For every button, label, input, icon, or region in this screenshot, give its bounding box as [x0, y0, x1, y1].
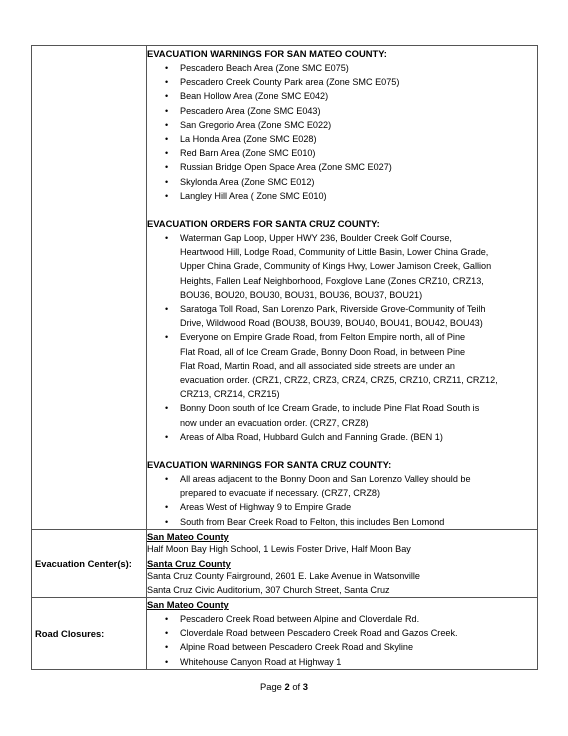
bullet-icon: •	[165, 502, 169, 513]
scc-order-item-line: BOU36, BOU20, BOU30, BOU31, BOU36, BOU37, BOU21)	[180, 289, 423, 300]
smc-warning-item	[147, 118, 537, 132]
bullet-icon: •	[165, 642, 169, 653]
evacuation-label-cell	[32, 46, 147, 530]
scc-order-item-line: CRZ13, CRZ14, CRZ15)	[180, 389, 280, 400]
scc-warnings-list	[147, 472, 537, 529]
smc-warning-item	[147, 189, 537, 203]
smc-warnings-list	[147, 61, 537, 203]
page-word: Page	[260, 681, 282, 692]
scc-order-item-line: Saratoga Toll Road, San Lorenzo Park, Riverside Grove-Community of Teilh	[180, 304, 486, 315]
scc-center-line-2: Santa Cruz Civic Auditorium, 307 Church Street, Santa Cruz	[147, 584, 390, 595]
smc-warning-item-text: Skylonda Area (Zone SMC E012)	[180, 176, 315, 187]
bullet-icon: •	[165, 77, 169, 88]
smc-warning-item	[147, 175, 537, 189]
scc-warning-item	[147, 515, 537, 529]
evacuation-row	[32, 46, 538, 530]
smc-warning-item-text: Langley Hill Area ( Zone SMC E010)	[180, 190, 327, 201]
evacuation-centers-label-cell	[32, 529, 147, 598]
road-closure-item	[147, 626, 537, 640]
smc-warning-item-text: Red Barn Area (Zone SMC E010)	[180, 148, 316, 159]
smc-warning-item-text: Pescadero Area (Zone SMC E043)	[180, 105, 321, 116]
scc-warning-item-line: Areas West of Highway 9 to Empire Grade	[180, 502, 352, 513]
bullet-icon: •	[165, 304, 169, 315]
road-closure-item	[147, 640, 537, 654]
smc-warning-item	[147, 160, 537, 174]
bullet-icon: •	[165, 403, 169, 414]
current-page-number: 2	[284, 681, 290, 692]
scc-orders-heading: EVACUATION ORDERS FOR SANTA CRUZ COUNTY:	[147, 218, 380, 230]
scc-orders-list	[147, 231, 537, 444]
road-closures-row	[32, 598, 538, 669]
smc-warning-item	[147, 132, 537, 146]
bullet-icon: •	[165, 91, 169, 102]
smc-warning-item	[147, 104, 537, 118]
smc-warning-item	[147, 89, 537, 103]
scc-order-item-line: Waterman Gap Loop, Upper HWY 236, Boulder Creek Golf Course,	[180, 233, 452, 244]
evacuation-centers-content-cell	[147, 529, 538, 598]
bullet-icon: •	[165, 628, 169, 639]
scc-order-item-line: Areas of Alba Road, Hubbard Gulch and Fanning Grade. (BEN 1)	[180, 431, 443, 442]
bullet-icon: •	[165, 119, 169, 130]
scc-order-item	[147, 330, 537, 401]
road-closure-item	[147, 655, 537, 669]
bullet-icon: •	[165, 431, 169, 442]
scc-centers-heading: Santa Cruz County	[147, 557, 231, 569]
bullet-icon: •	[165, 613, 169, 624]
bullet-icon: •	[165, 474, 169, 485]
road-closures-label-cell	[32, 598, 147, 669]
smc-warning-item-text: Pescadero Creek County Park area (Zone SMC E075)	[180, 77, 400, 88]
smc-warning-item	[147, 75, 537, 89]
scc-order-item	[147, 430, 537, 444]
scc-order-item-line: Flat Road, Martin Road, and all associated side streets are under an	[180, 360, 455, 371]
smc-warning-item-text: Bean Hollow Area (Zone SMC E042)	[180, 91, 329, 102]
smc-warning-item-text: San Gregorio Area (Zone SMC E022)	[180, 119, 332, 130]
road-closure-item-text: Whitehouse Canyon Road at Highway 1	[180, 656, 342, 667]
smc-center-line: Half Moon Bay High School, 1 Lewis Foster Drive, Half Moon Bay	[147, 544, 411, 555]
scc-warning-item	[147, 500, 537, 514]
scc-order-item-line: evacuation order. (CRZ1, CRZ2, CRZ3, CRZ4, CRZ5, CRZ10, CRZ11, CRZ12,	[180, 375, 498, 386]
evacuation-centers-row	[32, 529, 538, 598]
road-closures-content-cell	[147, 598, 538, 669]
scc-order-item-line: Drive, Wildwood Road (BOU38, BOU39, BOU40, BOU41, BOU42, BOU43)	[180, 318, 483, 329]
bullet-icon: •	[165, 233, 169, 244]
evacuation-centers-label: Evacuation Center(s):	[35, 558, 132, 570]
evacuation-content-cell	[147, 46, 538, 530]
incident-info-table	[31, 45, 538, 670]
smc-centers-heading: San Mateo County	[147, 530, 229, 542]
road-closure-item-text: Cloverdale Road between Pescadero Creek Road and Gazos Creek.	[180, 628, 458, 639]
smc-warning-item-text: Russian Bridge Open Space Area (Zone SMC E027)	[180, 162, 392, 173]
scc-order-item	[147, 231, 537, 302]
scc-order-item-line: now under an evacuation order. (CRZ7, CRZ8)	[180, 417, 369, 428]
scc-order-item-line: Everyone on Empire Grade Road, from Felton Empire north, all of Pine	[180, 332, 466, 343]
scc-order-item-line: Upper China Grade, Community of Kings Hwy, Lower Jamison Creek, Gallion	[180, 261, 492, 272]
road-closure-item-text: Alpine Road between Pescadero Creek Road and Skyline	[180, 642, 414, 653]
page-footer	[0, 681, 568, 692]
bullet-icon: •	[165, 190, 169, 201]
scc-warning-item	[147, 472, 537, 500]
scc-order-item-line: Heartwood Hill, Lodge Road, Community of Little Basin, Lower China Grade,	[180, 247, 489, 258]
bullet-icon: •	[165, 148, 169, 159]
bullet-icon: •	[165, 332, 169, 343]
scc-order-item-line: Bonny Doon south of Ice Cream Grade, to include Pine Flat Road South is	[180, 403, 480, 414]
scc-order-item	[147, 401, 537, 429]
bullet-icon: •	[165, 134, 169, 145]
scc-order-item-line: Heights, Fallen Leaf Neighborhood, Foxglove Lane (Zones CRZ10, CRZ13,	[180, 275, 484, 286]
scc-order-item-line: Flat Road, all of Ice Cream Grade, Bonny Doon Road, in between Pine	[180, 346, 466, 357]
scc-center-line-1: Santa Cruz County Fairground, 2601 E. Lake Avenue in Watsonville	[147, 571, 420, 582]
bullet-icon: •	[165, 176, 169, 187]
scc-warning-item-line: South from Bear Creek Road to Felton, this includes Ben Lomond	[180, 516, 445, 527]
bullet-icon: •	[165, 63, 169, 73]
bullet-icon: •	[165, 656, 169, 667]
bullet-icon: •	[165, 105, 169, 116]
road-closures-list	[147, 612, 537, 669]
smc-warning-item-text: La Honda Area (Zone SMC E028)	[180, 134, 317, 145]
bullet-icon: •	[165, 516, 169, 527]
road-closures-label: Road Closures:	[35, 628, 105, 640]
smc-warnings-heading: EVACUATION WARNINGS FOR SAN MATEO COUNTY:	[147, 48, 387, 59]
scc-warnings-heading: EVACUATION WARNINGS FOR SANTA CRUZ COUNTY:	[147, 459, 392, 471]
smc-warning-item	[147, 61, 537, 75]
smc-warning-item-text: Pescadero Beach Area (Zone SMC E075)	[180, 63, 349, 73]
scc-order-item	[147, 302, 537, 330]
of-word: of	[292, 681, 301, 692]
road-closure-item-text: Pescadero Creek Road between Alpine and Cloverdale Rd.	[180, 613, 420, 624]
total-page-number: 3	[302, 681, 308, 692]
scc-warning-item-line: prepared to evacuate if necessary. (CRZ7, CRZ8)	[180, 488, 380, 499]
road-closure-item	[147, 612, 537, 626]
bullet-icon: •	[165, 162, 169, 173]
smc-warning-item	[147, 146, 537, 160]
scc-warning-item-line: All areas adjacent to the Bonny Doon and San Lorenzo Valley should be	[180, 474, 471, 485]
smc-closures-heading: San Mateo County	[147, 599, 229, 611]
